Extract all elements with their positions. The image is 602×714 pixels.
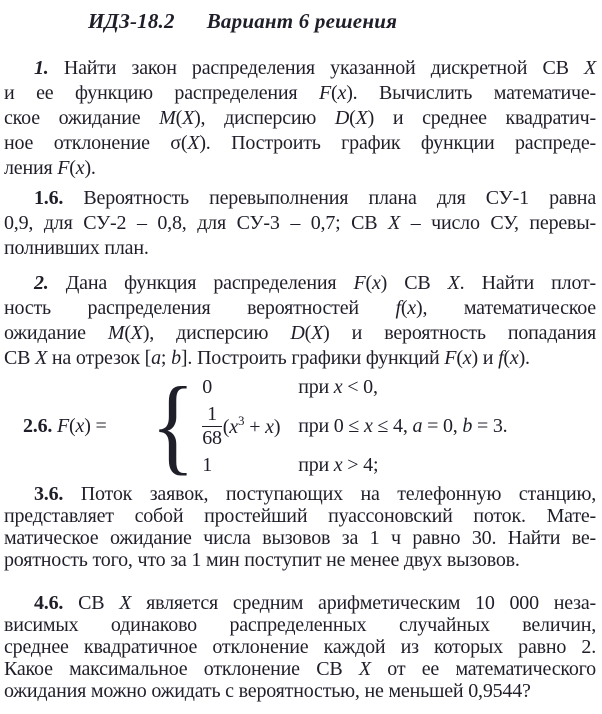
text-segment: матическое ожидание числа вызовов за 1 ч равно 30. Найти ве-: [4, 527, 596, 549]
text-segment: a: [412, 414, 423, 437]
text-segment: F: [57, 157, 70, 179]
course-code: ИДЗ-18.2: [88, 9, 175, 33]
text-segment: 4.6.: [34, 592, 64, 614]
text-segment: = 3.: [472, 414, 508, 437]
text-line: [4, 346, 596, 371]
text-segment: X: [130, 322, 143, 344]
text-segment: ) и среднее квадратич-: [367, 107, 596, 129]
text-segment: – число СУ, перевы-: [400, 212, 596, 234]
text-segment: ]. Построить графики функций: [180, 347, 445, 369]
text-segment: 0: [202, 375, 212, 398]
text-segment: ≤ 4,: [372, 414, 413, 437]
text-segment: среднее квадратичное отклонение каждой из которых равно 2.: [4, 636, 596, 658]
text-segment: M: [159, 107, 176, 129]
text-segment: при: [298, 375, 334, 398]
case-expression-tail: [223, 413, 281, 439]
text-segment: x: [265, 416, 274, 438]
text-line: [4, 81, 596, 106]
cases-brace: {: [150, 366, 195, 485]
text-segment: ное отклонение σ(: [4, 132, 188, 154]
text-segment: x: [509, 347, 519, 369]
text-line: [4, 549, 596, 571]
case-condition: [298, 376, 378, 399]
text-segment: Дана функция распределения: [48, 272, 354, 294]
text-segment: < 0,: [342, 375, 378, 398]
text-segment: = 0,: [422, 414, 463, 437]
text-segment: при: [298, 453, 334, 476]
text-segment: роятность того, что за 1 мин поступит не менее двух вызовов.: [4, 549, 520, 571]
text-segment: на отрезок [: [47, 347, 152, 369]
case-condition: [298, 415, 507, 438]
text-segment: X: [358, 658, 371, 680]
text-segment: ). Построить график функции распреде-: [199, 132, 596, 154]
text-segment: x: [333, 453, 343, 476]
text-segment: (: [400, 297, 408, 319]
document-title: [4, 8, 596, 34]
text-segment: представляет собой простейший пуассоновский поток. Мате-: [4, 505, 596, 527]
fraction-denominator: 68: [202, 426, 222, 449]
text-segment: f: [498, 347, 504, 369]
text-segment: X: [447, 272, 460, 294]
text-segment: x: [229, 416, 238, 438]
text-segment: ) и: [471, 347, 499, 369]
text-line: [4, 271, 596, 296]
paragraph-problem-2: [4, 271, 596, 371]
text-segment: ). Вычислить математиче-: [346, 82, 596, 104]
piecewise-cases: [202, 375, 507, 477]
text-segment: X: [311, 322, 324, 344]
paragraph-problem-4-6: [4, 592, 596, 702]
text-line: [4, 483, 596, 505]
text-segment: X: [187, 132, 200, 154]
text-segment: a: [151, 347, 161, 369]
paragraph-problem-1-6: [4, 186, 596, 261]
text-segment: x: [363, 414, 373, 437]
text-segment: f: [395, 297, 401, 319]
formula-label: [23, 415, 107, 438]
text-segment: X: [119, 592, 132, 614]
text-segment: 1.: [34, 57, 49, 79]
text-segment: ): [273, 416, 281, 438]
text-segment: F: [353, 272, 366, 294]
text-segment: (: [331, 82, 338, 104]
text-segment: D: [334, 107, 350, 129]
text-segment: полнивших план.: [4, 237, 149, 259]
text-segment: Какое максимальное отклонение СВ: [4, 658, 359, 680]
text-segment: > 4;: [342, 453, 379, 476]
text-line: [4, 321, 596, 346]
text-segment: (: [503, 347, 510, 369]
text-segment: 3: [237, 413, 245, 428]
text-segment: висимых одинаково распределенных случайных величин,: [4, 614, 596, 636]
text-segment: от ее математического: [370, 658, 596, 680]
text-segment: x: [371, 272, 381, 294]
text-segment: 2.: [34, 272, 49, 294]
case-row-2: [202, 403, 507, 449]
case-row-3: [202, 453, 507, 477]
text-segment: ожидание: [4, 322, 108, 344]
text-segment: ожидания можно ожидать с вероятностью, не меньшей 0,9544?: [4, 680, 531, 702]
text-segment: ность распределения вероятностей: [4, 297, 396, 319]
text-segment: ;: [160, 347, 172, 369]
case-expression: [202, 376, 298, 399]
fraction-numerator: 1: [202, 404, 222, 427]
text-line: [4, 211, 596, 236]
text-segment: X: [35, 347, 48, 369]
paragraph-problem-1: [4, 56, 596, 181]
text-segment: (: [365, 272, 372, 294]
text-segment: 0,9, для СУ-2 – 0,8, для СУ-3 – 0,7; СВ: [4, 212, 389, 234]
text-line: [4, 658, 596, 680]
text-segment: (: [456, 347, 463, 369]
text-line: [4, 236, 596, 261]
fraction: [202, 404, 222, 449]
text-segment: x: [75, 157, 85, 179]
text-line: [4, 505, 596, 527]
text-line: [4, 131, 596, 156]
text-segment: является средним арифметическим 10 000 неза-: [131, 592, 597, 614]
text-segment: 1: [202, 453, 212, 476]
text-segment: X: [182, 107, 195, 129]
text-segment: ) СВ: [380, 272, 448, 294]
text-segment: (: [69, 414, 76, 437]
text-segment: (: [349, 107, 356, 129]
text-segment: Вероятность перевыполнения плана для СУ-1 равна: [63, 187, 596, 209]
text-segment: 2.6.: [23, 414, 53, 437]
variant-title: Вариант 6 решения: [206, 9, 398, 33]
text-line: [4, 614, 596, 636]
text-segment: (: [175, 107, 183, 129]
text-segment: ления: [4, 157, 58, 179]
text-line: [4, 186, 596, 211]
text-segment: 3.6.: [34, 483, 64, 505]
text-segment: (: [69, 157, 76, 179]
text-segment: при 0 ≤: [298, 414, 364, 437]
text-segment: x: [462, 347, 472, 369]
text-segment: (: [124, 322, 131, 344]
text-segment: СВ: [63, 592, 120, 614]
text-segment: СВ: [4, 347, 36, 369]
text-segment: ), дисперсию: [142, 322, 291, 344]
text-segment: ское ожидание: [4, 107, 160, 129]
text-segment: (: [304, 322, 312, 344]
formula-problem-2-6: [4, 366, 596, 485]
text-line: [4, 106, 596, 131]
paragraph-problem-3-6: [4, 483, 596, 571]
text-segment: ).: [84, 157, 96, 179]
text-line: [4, 636, 596, 658]
text-segment: F: [57, 414, 70, 437]
case-row-1: [202, 375, 507, 399]
text-line: [4, 56, 596, 81]
case-expression: [202, 454, 298, 477]
text-segment: M: [107, 322, 125, 344]
text-segment: x: [333, 375, 343, 398]
text-line: [4, 592, 596, 614]
text-segment: ), дисперсию: [194, 107, 335, 129]
text-segment: Найти закон распределения указанной дискретной СВ: [48, 57, 584, 79]
text-segment: D: [290, 322, 305, 344]
text-segment: F: [319, 82, 332, 104]
text-segment: X: [355, 107, 368, 129]
text-segment: ) =: [84, 414, 107, 437]
text-segment: ), математическое: [415, 297, 596, 319]
text-segment: b: [171, 347, 181, 369]
text-segment: ) и вероятность попадания: [323, 322, 596, 344]
text-line: [4, 296, 596, 321]
text-segment: F: [444, 347, 457, 369]
text-segment: и ее функцию распределения: [4, 82, 319, 104]
text-segment: X: [388, 212, 401, 234]
text-segment: b: [462, 414, 473, 437]
text-segment: x: [75, 414, 85, 437]
text-segment: (: [222, 416, 230, 438]
text-segment: ).: [518, 347, 530, 369]
text-line: [4, 527, 596, 549]
text-segment: +: [244, 416, 266, 438]
text-segment: x: [337, 82, 347, 104]
text-segment: X: [583, 57, 596, 79]
text-line: [4, 680, 596, 702]
text-segment: 1.6.: [34, 187, 64, 209]
text-line: [4, 156, 596, 181]
text-segment: x: [407, 297, 416, 319]
text-segment: . Найти плот-: [459, 272, 596, 294]
text-segment: Поток заявок, поступающих на телефонную станцию,: [63, 483, 596, 505]
case-condition: [298, 454, 378, 477]
case-expression: [202, 404, 298, 449]
